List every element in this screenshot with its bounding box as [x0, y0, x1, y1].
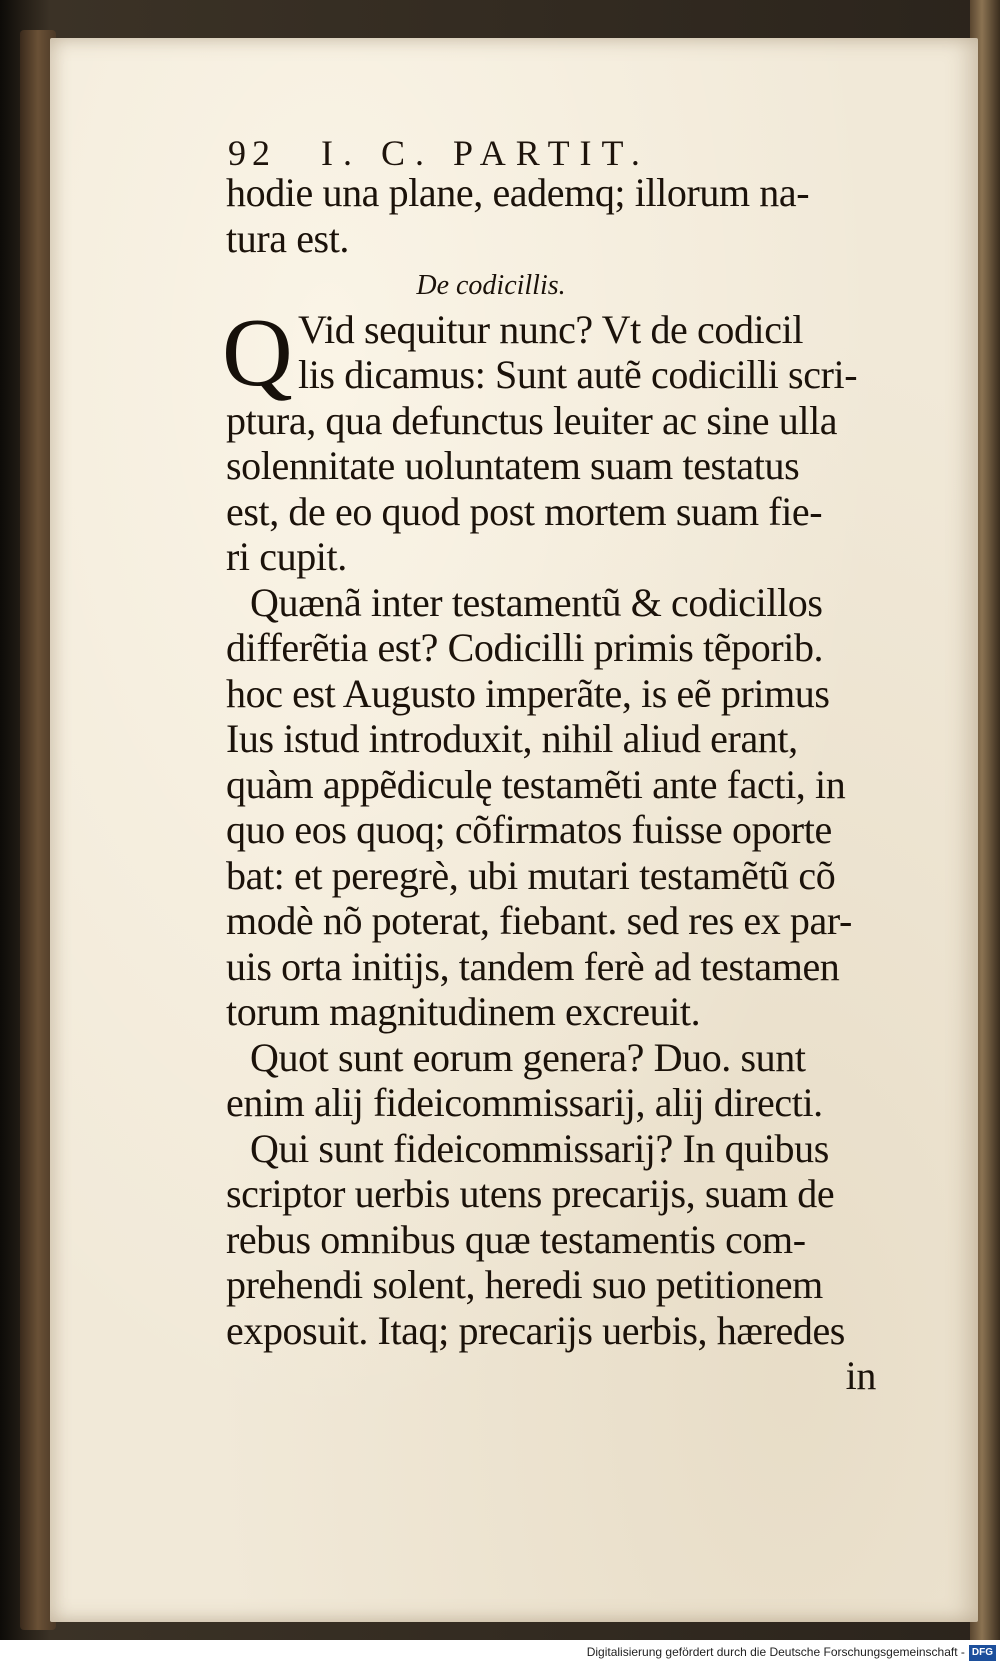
drop-cap: Q — [222, 298, 293, 407]
text-line: ri cupit. — [226, 534, 347, 579]
text-line: tura est. — [226, 215, 350, 261]
catchword: in — [845, 1353, 876, 1398]
text-line: prehendi solent, heredi suo petitionem — [226, 1262, 823, 1307]
text-block — [222, 170, 876, 1399]
text-line: Qui sunt fideicommissarij? In quibus — [250, 1125, 829, 1171]
text-line: uis orta initijs, tandem ferè ad testamen — [226, 943, 840, 989]
footer-text: Digitalisierung gefördert durch die Deutsche Forschungsgemeinschaft - — [586, 1645, 965, 1659]
digitization-footer — [0, 1640, 1000, 1664]
text-line: enim alij fideicommissarij, alij directi. — [226, 1080, 823, 1125]
text-line: hodie una plane, eademq; illorum na- — [226, 170, 810, 215]
text-line: scriptor uerbis utens precarijs, suam de — [226, 1171, 835, 1216]
text-line: differẽtia est? Codicilli primis tẽporib. — [226, 625, 824, 670]
text-line: modè nõ poterat, fiebant. sed res ex par- — [226, 898, 852, 943]
running-head — [228, 132, 828, 172]
running-title: I. C. PARTIT. — [321, 133, 650, 173]
text-line: quo eos quoq; cõfirmatos fuisse oporte — [226, 807, 832, 852]
text-line: ptura, qua defunctus leuiter ac sine ulla — [226, 397, 838, 443]
text-line: solennitate uoluntatem suam testatus — [226, 443, 800, 488]
text-line: exposuit. Itaq; precarijs uerbis, hæredes — [226, 1307, 845, 1353]
text-line: hoc est Augusto imperãte, is eẽ primus — [226, 670, 830, 716]
page-number: 92 — [228, 133, 276, 173]
text-line-content: Vid sequitur nunc? Vt de codicil — [298, 306, 804, 352]
text-line: bat: et peregrè, ubi mutari testamẽtũ cõ — [226, 852, 836, 898]
text-line: Ius istud introduxit, nihil aliud erant, — [226, 716, 798, 761]
text-line: torum magnitudinem excreuit. — [226, 989, 701, 1034]
text-line: lis dicamus: Sunt autẽ codicilli scri- — [298, 352, 858, 397]
text-line: quàm appẽdiculę testamẽti ante facti, in — [226, 761, 846, 807]
dfg-logo: DFG — [969, 1645, 996, 1661]
text-line: Quot sunt eorum genera? Duo. sunt — [250, 1034, 806, 1080]
text-line: est, de eo quod post mortem suam fie- — [226, 488, 823, 534]
text-line: rebus omnibus quæ testamentis com- — [226, 1216, 806, 1262]
text-line: Quænã inter testamentũ & codicillos — [250, 579, 823, 625]
section-heading: De codicillis. — [416, 270, 566, 301]
